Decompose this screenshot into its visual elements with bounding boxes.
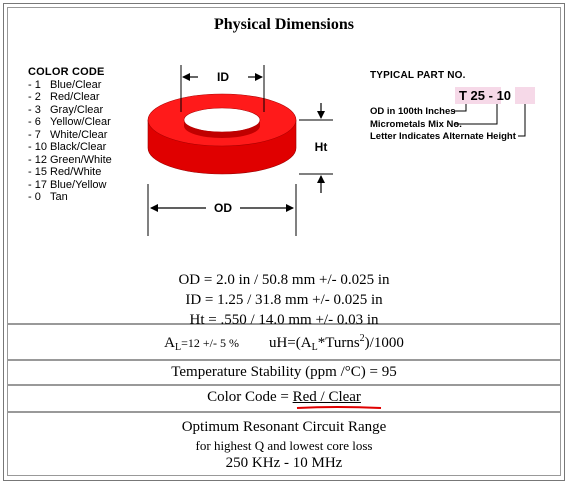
- typical-part-heading: TYPICAL PART NO.: [370, 70, 466, 81]
- toroid-core: [148, 94, 296, 174]
- al-text: $A_L=12$ +/- 5 % $uH=(A_L*Turns^2)/1000$: [164, 333, 404, 353]
- color-code-item: - 12 Green/White: [28, 153, 112, 166]
- resonant-subtitle: for highest Q and lowest core loss: [195, 438, 373, 453]
- part-line-height: Letter Indicates Alternate Height: [370, 131, 516, 142]
- panel-title: Physical Dimensions: [213, 16, 354, 33]
- color-code-heading: COLOR CODE: [28, 66, 105, 78]
- color-code-item: - 17 Blue/Yellow: [28, 178, 107, 191]
- color-code-item: - 7 White/Clear: [28, 128, 108, 141]
- temperature-text: Temperature Stability (ppm /°C) = 95: [171, 364, 397, 380]
- color-code-item: - 6 Yellow/Clear: [28, 116, 111, 128]
- color-code-item: - 15 Red/White: [28, 166, 102, 178]
- resonant-title: Optimum Resonant Circuit Range: [181, 419, 387, 435]
- part-height-box: [515, 87, 535, 104]
- color-code-value: Red / Clear: [292, 389, 361, 405]
- color-code-item: - 3 Gray/Clear: [28, 103, 104, 116]
- al-row: [7, 324, 561, 360]
- part-number: T 25 - 10: [459, 88, 512, 103]
- resonant-row: [7, 412, 561, 476]
- id-label: ID: [217, 70, 229, 84]
- underline-mark: [296, 405, 382, 411]
- temperature-row: [7, 360, 561, 385]
- color-code-text: Color Code = Red / Clear: [207, 389, 361, 405]
- ht-dimension: Ht = .550 / 14.0 mm +/- 0.03 in: [189, 312, 379, 328]
- part-line-mix: Micrometals Mix No.: [370, 119, 462, 130]
- color-code-item: - 2 Red/Clear: [28, 91, 100, 103]
- od-label: OD: [214, 201, 232, 215]
- color-code-row: [7, 385, 561, 412]
- ht-label: Ht: [314, 140, 328, 154]
- resonant-range: 250 KHz - 10 MHz: [225, 455, 343, 471]
- color-code-item: - 10 Black/Clear: [28, 141, 107, 153]
- id-dimension: ID = 1.25 / 31.8 mm +/- 0.025 in: [185, 292, 383, 308]
- color-code-item: - 0 Tan: [28, 191, 68, 203]
- part-line-od: OD in 100th Inches: [370, 106, 456, 117]
- dimensions-text: [8, 270, 560, 330]
- color-code-item: - 1 Blue/Clear: [28, 78, 102, 91]
- od-dimension: OD = 2.0 in / 50.8 mm +/- 0.025 in: [178, 272, 390, 288]
- dimensions-panel: [7, 7, 561, 328]
